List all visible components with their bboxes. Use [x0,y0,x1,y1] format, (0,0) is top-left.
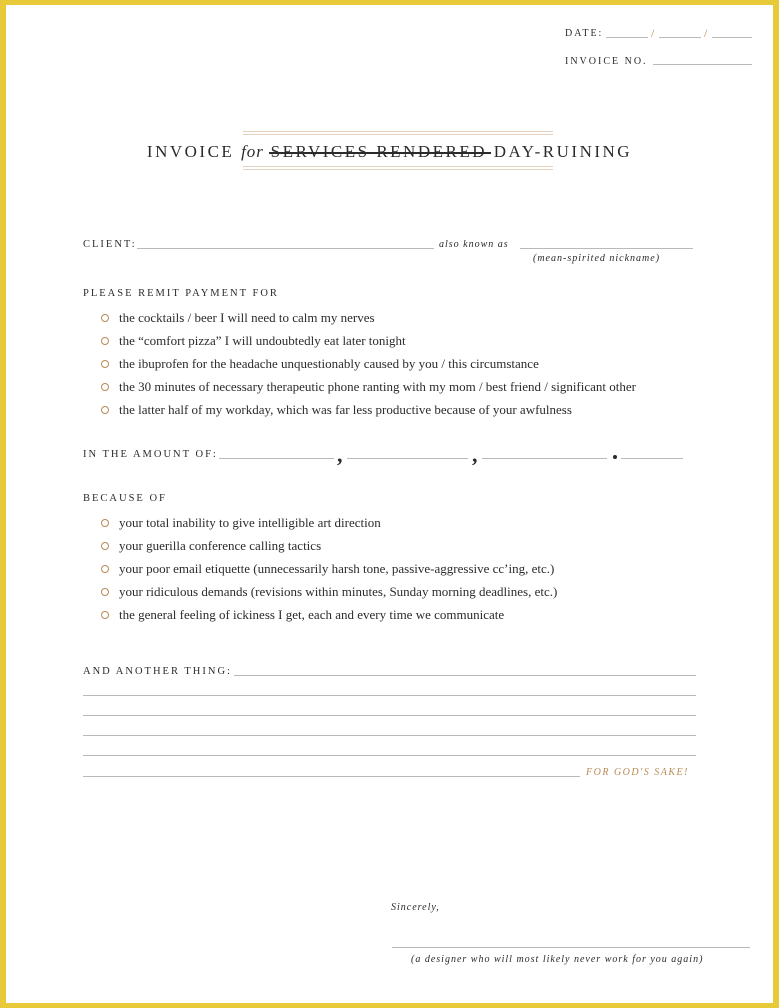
date-year-field[interactable] [712,37,752,38]
notes-line[interactable] [234,675,696,676]
notes-line[interactable] [83,695,696,696]
another-thing-label: AND ANOTHER THING: [83,666,232,677]
decimal-point [613,455,617,459]
notes-line[interactable] [83,735,696,736]
checkbox-circle-icon[interactable] [101,406,109,414]
closing-exclamation: FOR GOD'S SAKE! [586,767,689,778]
title-rule-bottom [243,169,553,170]
title-invoice: INVOICE [146,142,235,161]
title-day-ruining: DAY-RUINING [493,142,633,161]
nickname-field[interactable] [520,248,693,249]
amount-field-2[interactable] [347,458,468,459]
client-field[interactable] [137,248,434,249]
date-label: DATE: [565,28,604,39]
list-item[interactable]: the cocktails / beer I will need to calm my nerves [101,308,375,328]
list-item[interactable]: your total inability to give intelligible art direction [101,513,381,533]
title-for: for [241,142,264,161]
amount-label: IN THE AMOUNT OF: [83,449,218,460]
aka-label: also known as [439,239,509,250]
because-heading: BECAUSE OF [83,493,167,504]
list-item[interactable]: your guerilla conference calling tactics [101,536,321,556]
title-rule-top [243,131,553,132]
amount-field-3[interactable] [482,458,607,459]
notes-line[interactable] [83,776,580,777]
list-item[interactable]: the “comfort pizza” I will undoubtedly eat later tonight [101,331,406,351]
amount-field-1[interactable] [219,458,334,459]
remit-list [101,308,761,428]
date-separator: / [651,26,655,40]
list-item[interactable]: the general feeling of ickiness I get, each and every time we communicate [101,605,504,625]
date-separator: / [704,26,708,40]
checkbox-circle-icon[interactable] [101,611,109,619]
amount-cents-field[interactable] [621,458,683,459]
signature-line[interactable] [392,947,750,948]
notes-line[interactable] [83,755,696,756]
checkbox-circle-icon[interactable] [101,337,109,345]
checkbox-circle-icon[interactable] [101,588,109,596]
checkbox-circle-icon[interactable] [101,565,109,573]
title-rule-bottom [243,166,553,167]
page-title [6,142,773,162]
invoice-page [6,5,773,1003]
date-day-field[interactable] [659,37,701,38]
list-item[interactable]: the 30 minutes of necessary therapeutic phone ranting with my mom / best friend / significant other [101,377,636,397]
title-struck-text: SERVICES RENDERED [270,142,487,161]
sincerely-label: Sincerely, [391,902,440,913]
list-item[interactable]: your poor email etiquette (unnecessarily harsh tone, passive-aggressive cc’ing, etc.) [101,559,554,579]
list-item[interactable]: your ridiculous demands (revisions within minutes, Sunday morning deadlines, etc.) [101,582,557,602]
checkbox-circle-icon[interactable] [101,383,109,391]
amount-comma: , [472,442,478,467]
invoice-no-field[interactable] [653,64,752,65]
date-month-field[interactable] [606,37,648,38]
checkbox-circle-icon[interactable] [101,519,109,527]
nickname-hint: (mean-spirited nickname) [533,253,661,264]
title-rule-top [243,134,553,135]
remit-heading: PLEASE REMIT PAYMENT FOR [83,288,279,299]
notes-line[interactable] [83,715,696,716]
list-item[interactable]: the ibuprofen for the headache unquestionably caused by you / this circumstance [101,354,539,374]
invoice-no-label: INVOICE NO. [565,56,648,67]
checkbox-circle-icon[interactable] [101,314,109,322]
checkbox-circle-icon[interactable] [101,542,109,550]
amount-comma: , [337,442,343,467]
list-item[interactable]: the latter half of my workday, which was far less productive because of your awfulness [101,400,572,420]
checkbox-circle-icon[interactable] [101,360,109,368]
because-list [101,513,761,633]
client-label: CLIENT: [83,239,137,250]
signature-caption: (a designer who will most likely never work for you again) [411,954,704,965]
